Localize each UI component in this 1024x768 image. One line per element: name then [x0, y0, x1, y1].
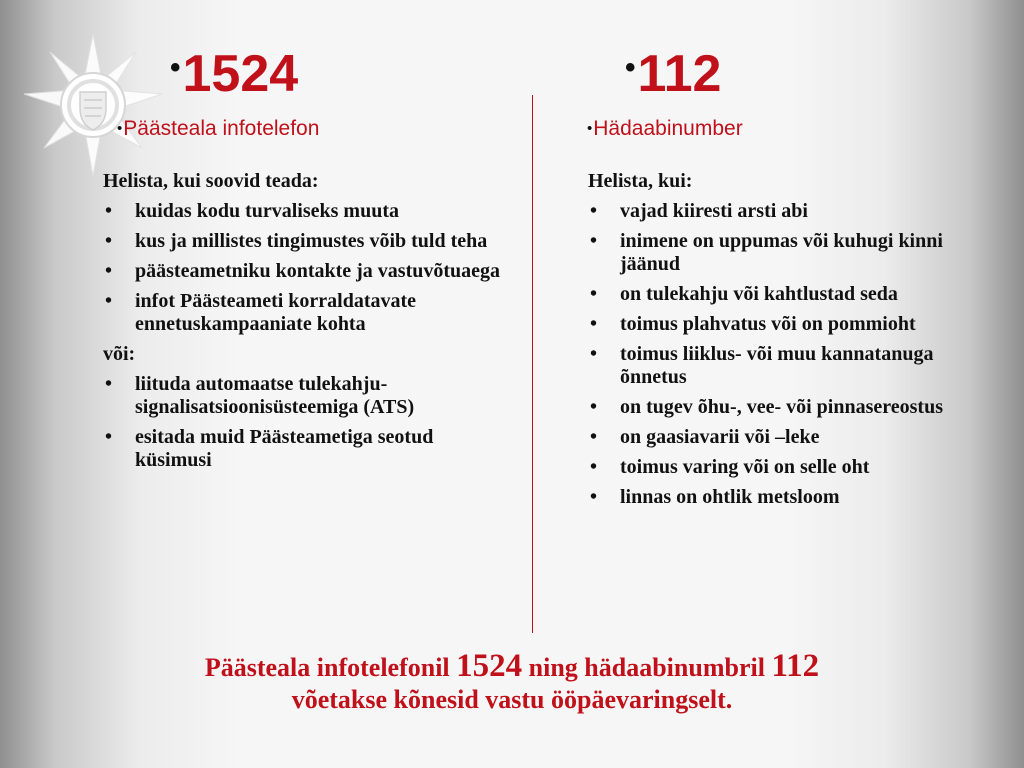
bullet-icon: •: [625, 51, 636, 84]
list-item: • on tulekahju või kahtlustad seda: [588, 283, 998, 306]
left-title: Päästeala infotelefon: [123, 117, 320, 140]
or-label: või:: [103, 343, 136, 365]
right-number: 112: [637, 45, 722, 103]
left-intro: Helista, kui soovid teada:: [103, 170, 319, 192]
list-item: • toimus plahvatus või on pommioht: [588, 313, 998, 336]
right-list: [588, 200, 998, 509]
footer-line-2: võetakse kõnesid vastu ööpäevaringselt.: [291, 685, 733, 714]
list-item: • kuidas kodu turvaliseks muuta: [103, 200, 503, 223]
list-item: • on gaasiavarii või –leke: [588, 426, 998, 449]
list-item: • on tugev õhu-, vee- või pinnasereostus: [588, 396, 998, 419]
list-item: • linnas on ohtlik metsloom: [588, 486, 998, 509]
right-intro: Helista, kui:: [588, 170, 693, 192]
footer-number-112: 112: [771, 648, 820, 684]
list-item: • toimus varing või on selle oht: [588, 456, 998, 479]
footer-line-1: [60, 650, 964, 684]
footer-number-1524: 1524: [456, 648, 523, 684]
list-item: • vajad kiiresti arsti abi: [588, 200, 998, 223]
left-number: 1524: [182, 45, 299, 103]
footer-text-2: ning hädaabinumbril: [522, 653, 772, 682]
left-list-2: [103, 373, 503, 472]
left-number-heading: [170, 38, 298, 104]
list-item: • inimene on uppumas või kuhugi kinni jäänud: [588, 230, 998, 276]
footer-note: [60, 650, 964, 716]
list-item: • liituda automaatse tulekahju-signalisatsioonisüsteemiga (ATS): [103, 373, 503, 419]
left-column: [103, 170, 503, 479]
right-column: [588, 170, 998, 516]
bullet-icon: •: [170, 51, 181, 84]
list-item: • kus ja millistes tingimustes võib tuld teha: [103, 230, 503, 253]
column-divider: [532, 95, 533, 633]
footer-text-1: Päästeala infotelefonil: [204, 653, 457, 682]
rescue-emblem-icon: [18, 30, 168, 180]
list-item: • toimus liiklus- või muu kannatanuga õnnetus: [588, 343, 998, 389]
list-item: • esitada muid Päästeametiga seotud küsimusi: [103, 426, 503, 472]
bullet-icon: •: [117, 120, 123, 137]
list-item: • infot Päästeameti korraldatavate ennetuskampaaniate kohta: [103, 290, 503, 336]
bullet-icon: •: [587, 120, 593, 137]
right-title: Hädaabinumber: [593, 117, 743, 140]
list-item: • päästeametniku kontakte ja vastuvõtuaega: [103, 260, 503, 283]
left-list: [103, 200, 503, 336]
right-number-heading: [625, 38, 721, 104]
left-subheading: [117, 116, 319, 142]
right-subheading: [587, 116, 743, 142]
